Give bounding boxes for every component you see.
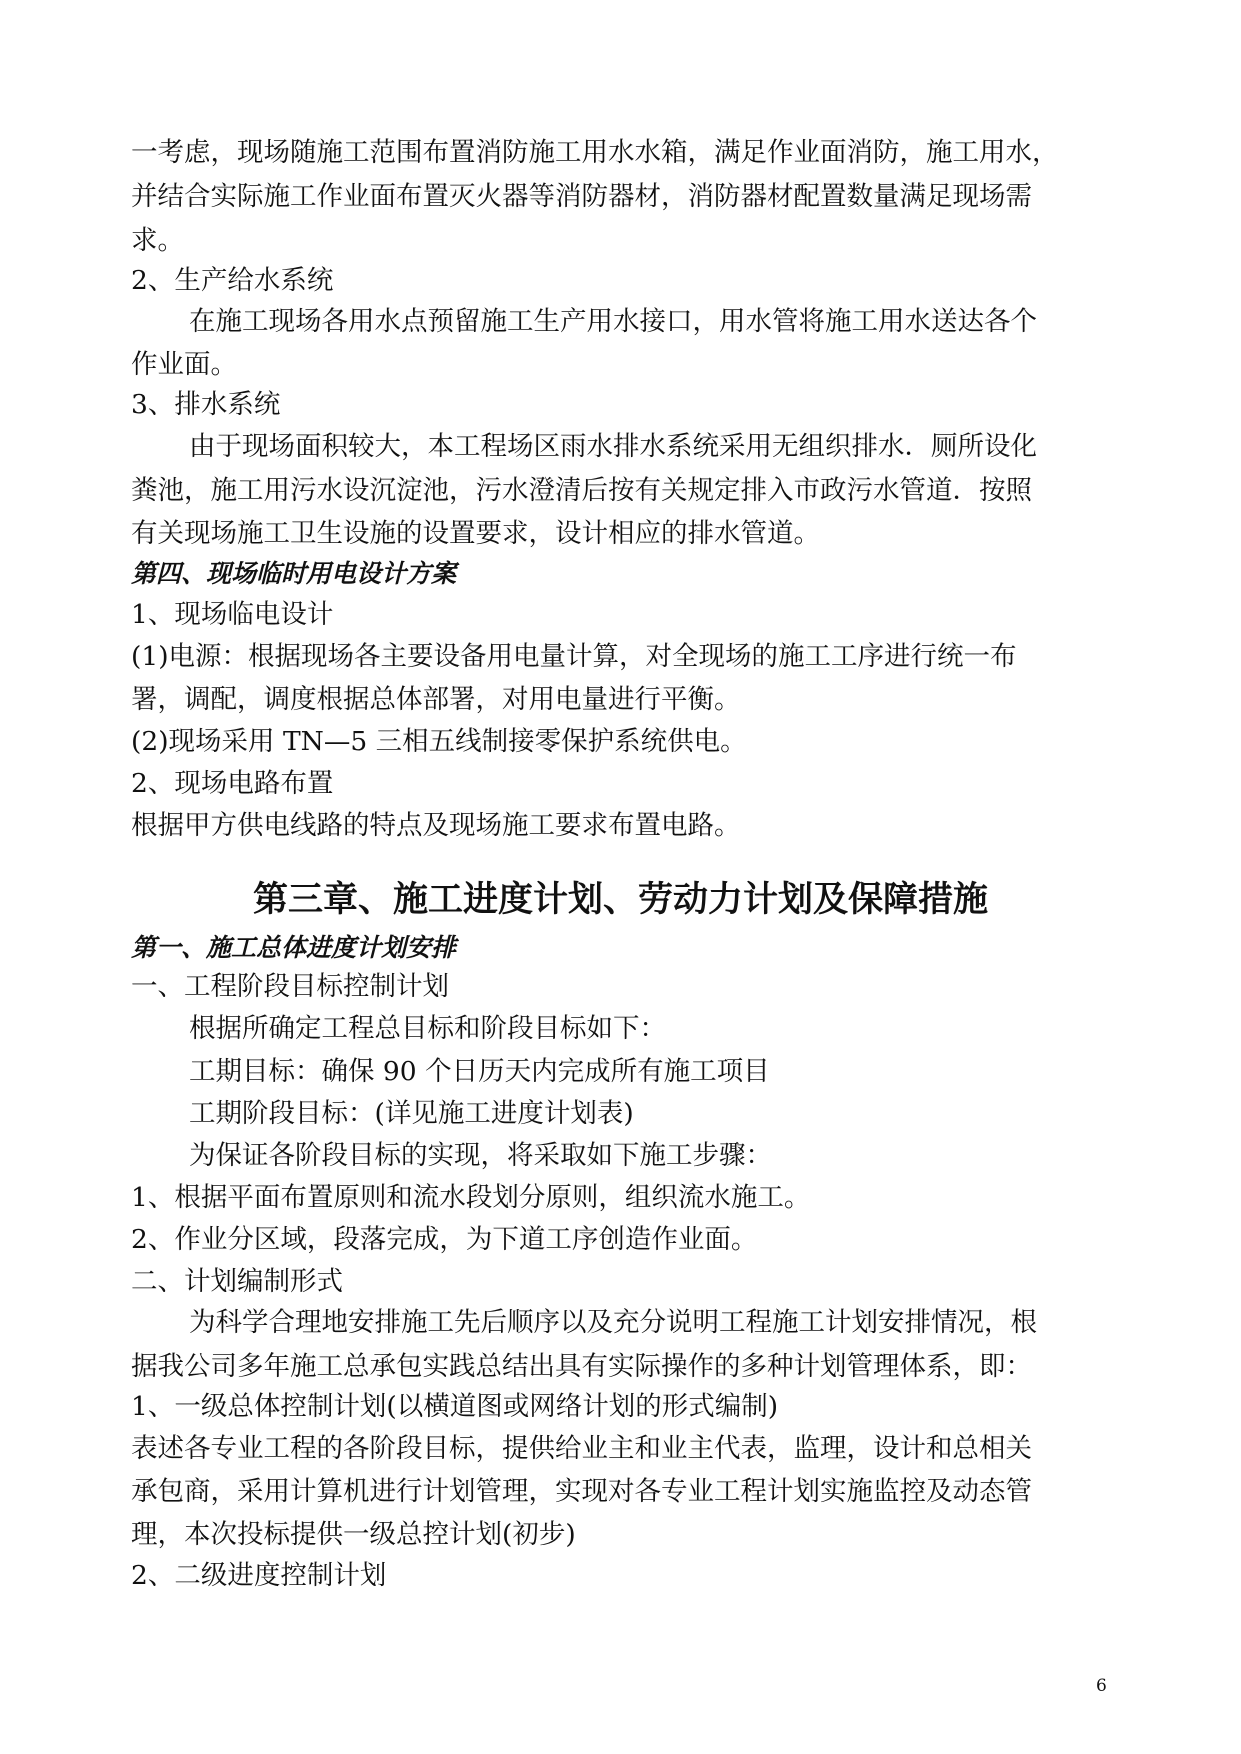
body-text-line: 据我公司多年施工总承包实践总结出具有实际操作的多种计划管理体系，即： <box>131 1351 1032 1382</box>
chapter-title: 第三章、施工进度计划、劳动力计划及保障措施 <box>252 880 988 920</box>
section-heading: 第四、现场临时用电设计方案 <box>131 559 457 588</box>
body-text-line: (2)现场采用 TN—5 三相五线制接零保护系统供电。 <box>131 726 747 757</box>
body-text-line: 工期阶段目标：(详见施工进度计划表) <box>189 1098 634 1129</box>
body-text-line: 工期目标：确保 90 个日历天内完成所有施工项目 <box>189 1056 770 1087</box>
body-text-line: 根据所确定工程总目标和阶段目标如下： <box>189 1013 666 1044</box>
subsection-heading: 1、现场临电设计 <box>131 599 334 630</box>
body-text-line: 并结合实际施工作业面布置灭火器等消防器材，消防器材配置数量满足现场需 <box>131 181 1032 212</box>
body-text-line: 由于现场面积较大，本工程场区雨水排水系统采用无组织排水．厕所设化 <box>189 431 1037 462</box>
subsection-heading: 二、计划编制形式 <box>131 1266 343 1297</box>
body-text-line: 求。 <box>131 225 184 256</box>
body-text-line: 在施工现场各用水点预留施工生产用水接口，用水管将施工用水送达各个 <box>189 306 1037 337</box>
body-text-line: 理，本次投标提供一级总控计划(初步) <box>131 1519 576 1550</box>
body-text-line: 为科学合理地安排施工先后顺序以及充分说明工程施工计划安排情况，根 <box>189 1307 1037 1338</box>
subsection-heading: 一、工程阶段目标控制计划 <box>131 971 449 1002</box>
subsection-heading: 3、排水系统 <box>131 389 281 420</box>
body-text-line: 有关现场施工卫生设施的设置要求，设计相应的排水管道。 <box>131 518 820 549</box>
body-text-line: 表述各专业工程的各阶段目标，提供给业主和业主代表，监理，设计和总相关 <box>131 1433 1032 1464</box>
body-text-line: (1)电源：根据现场各主要设备用电量计算，对全现场的施工工序进行统一布 <box>131 641 1017 672</box>
body-text-line: 作业面。 <box>131 349 237 380</box>
subsection-heading: 2、生产给水系统 <box>131 265 334 296</box>
body-text-line: 根据甲方供电线路的特点及现场施工要求布置电路。 <box>131 810 741 841</box>
section-heading: 第一、施工总体进度计划安排 <box>131 933 457 962</box>
list-item: 1、根据平面布置原则和流水段划分原则，组织流水施工。 <box>131 1182 811 1213</box>
body-text-line: 一考虑，现场随施工范围布置消防施工用水水箱，满足作业面消防，施工用水， <box>131 137 1059 168</box>
body-text-line: 粪池，施工用污水设沉淀池，污水澄清后按有关规定排入市政污水管道．按照 <box>131 475 1032 506</box>
body-text-line: 承包商，采用计算机进行计划管理，实现对各专业工程计划实施监控及动态管 <box>131 1476 1032 1507</box>
list-item: 1、一级总体控制计划(以横道图或网络计划的形式编制) <box>131 1391 779 1422</box>
body-text-line: 为保证各阶段目标的实现，将采取如下施工步骤： <box>189 1140 772 1171</box>
page-number: 6 <box>1096 1676 1107 1696</box>
list-item: 2、作业分区域，段落完成，为下道工序创造作业面。 <box>131 1224 758 1255</box>
subsection-heading: 2、现场电路布置 <box>131 768 334 799</box>
list-item: 2、二级进度控制计划 <box>131 1560 387 1591</box>
body-text-line: 署，调配，调度根据总体部署，对用电量进行平衡。 <box>131 684 741 715</box>
